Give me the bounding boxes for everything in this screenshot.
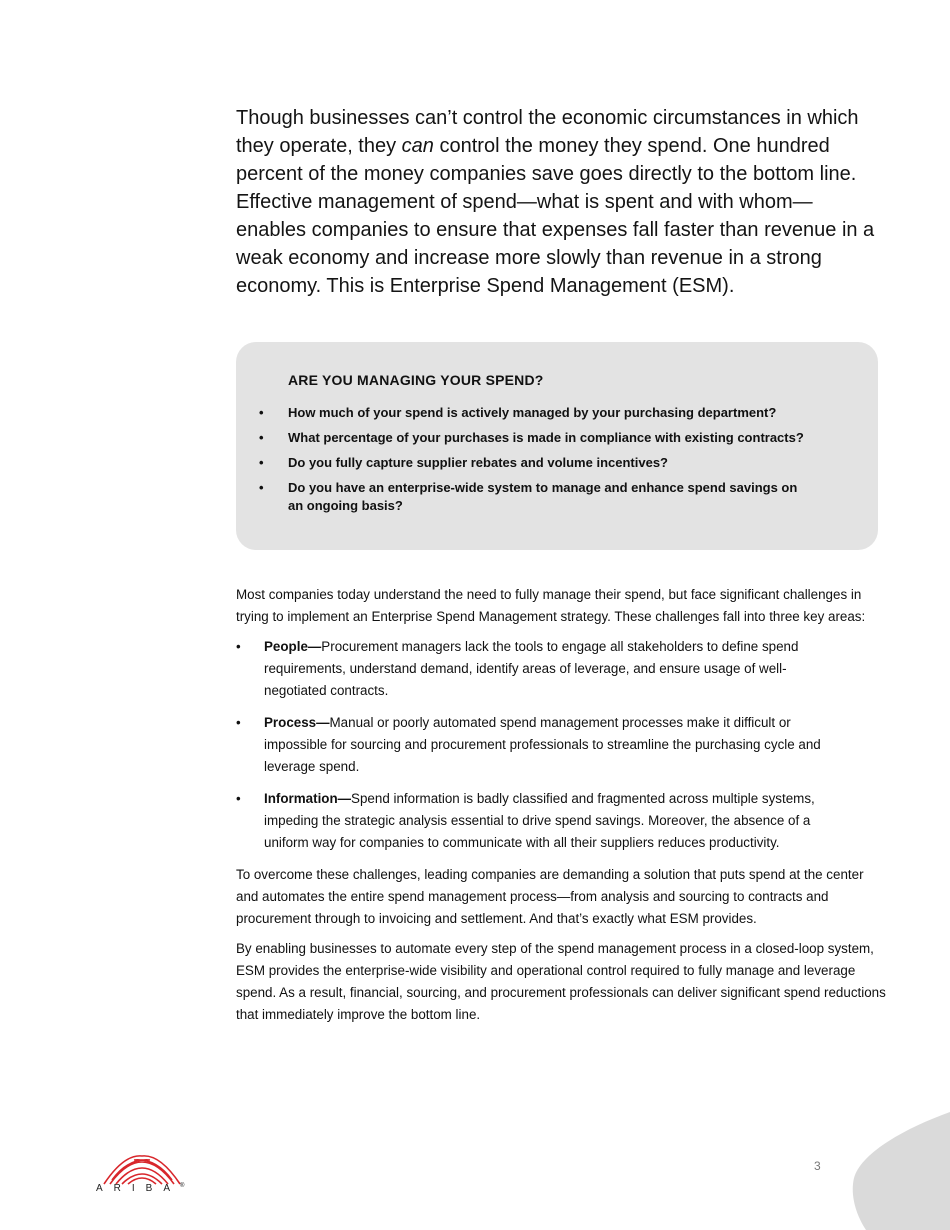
ariba-logo-text: ARIBA — [96, 1183, 182, 1194]
lead-paragraph: Most companies today understand the need to fully manage their spend, but face significant challenges in trying to implement an Enterprise Spend Management strategy. These challenges fall into three key areas: — [236, 587, 866, 624]
callout-question: • What percentage of your purchases is made in compliance with existing contracts? — [236, 429, 808, 447]
intro-paragraph — [236, 104, 876, 300]
spend-questions-callout — [236, 342, 878, 550]
challenge-text: Manual or poorly automated spend management processes make it difficult or impossible for sourcing and procurement professionals to streamline the purchasing cycle and leverage spend. — [264, 715, 821, 774]
registered-mark: ® — [180, 1183, 185, 1189]
solution-paragraph: To overcome these challenges, leading companies are demanding a solution that puts spend at the center and automates the entire spend management process—from analysis and sourcing to contracts and procurement through to invoicing and settlement. And that’s exactly what ESM provides. — [236, 867, 864, 926]
callout-question-list — [236, 404, 856, 522]
corner-swoosh — [853, 1112, 950, 1230]
intro-text-before: Though businesses can’t control the economic circumstances in which they operate, they — [236, 107, 859, 157]
challenge-item-information — [236, 788, 824, 854]
body-text — [236, 584, 886, 1034]
callout-title: ARE YOU MANAGING YOUR SPEND? — [288, 372, 544, 388]
callout-question: • How much of your spend is actively managed by your purchasing department? — [236, 404, 808, 422]
intro-emphasis: can — [401, 135, 434, 157]
challenge-text: Spend information is badly classified and fragmented across multiple systems, impeding the strategic analysis essential to drive spend savings. Moreover, the absence of a uniform way for companies to communicate with all their suppliers reduces productivity. — [264, 791, 815, 850]
benefit-paragraph: By enabling businesses to automate every step of the spend management process in a closed-loop system, ESM provides the enterprise-wide visibility and operational control required to fully manage and leverage spend. As a result, financial, sourcing, and procurement professionals can deliver significant spend reductions that immediately improve the bottom line. — [236, 941, 886, 1022]
challenge-term: Process— — [264, 715, 330, 730]
callout-question: • Do you fully capture supplier rebates and volume incentives? — [236, 454, 808, 472]
intro-text-after: control the money they spend. One hundred percent of the money companies save goes directly to the bottom line. Effective management of spend—what is spent and with whom—enables companies to ensure that expenses fall faster than revenue in a weak economy and increase more slowly than revenue in a strong economy. This is Enterprise Spend Management (ESM). — [236, 135, 875, 297]
challenge-list — [236, 636, 886, 854]
challenge-term: People— — [264, 639, 322, 654]
challenge-term: Information— — [264, 791, 352, 806]
page-number: 3 — [814, 1159, 821, 1173]
challenge-item-people — [236, 636, 824, 702]
challenge-text: Procurement managers lack the tools to engage all stakeholders to define spend requirements, understand demand, identify areas of leverage, and ensure usage of well-negotiated contracts. — [264, 639, 799, 698]
callout-question: • Do you have an enterprise-wide system to manage and enhance spend savings on an ongoing basis? — [236, 479, 808, 515]
challenge-item-process — [236, 712, 824, 778]
